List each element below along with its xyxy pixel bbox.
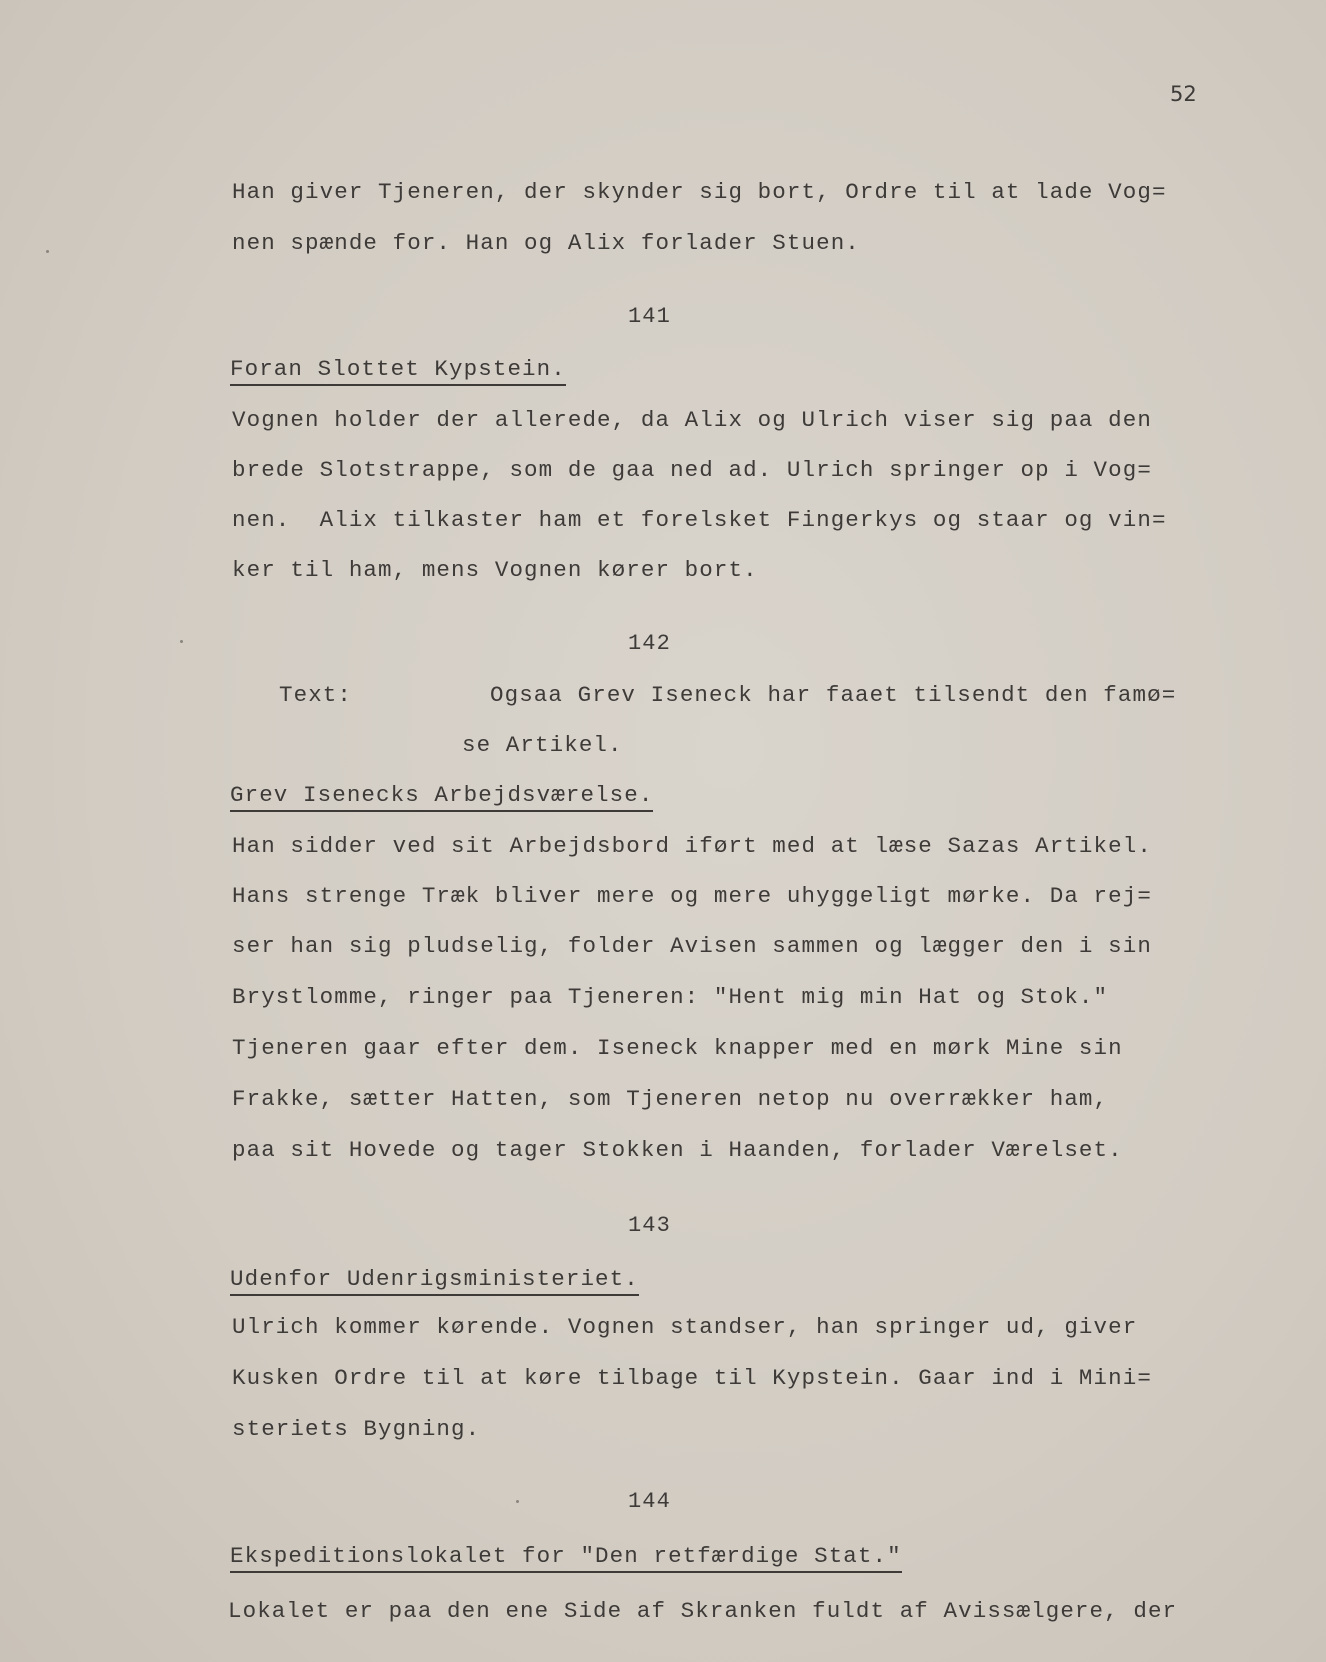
paragraph-line: nen spænde for. Han og Alix forlader Stuen. <box>232 230 860 256</box>
paragraph-line: Frakke, sætter Hatten, som Tjeneren netop nu overrækker ham, <box>232 1086 1109 1112</box>
paragraph-line: Lokalet er paa den ene Side af Skranken fuldt af Avissælgere, der <box>228 1598 1178 1624</box>
page-number: 52 <box>1170 82 1197 106</box>
caption-text: Ogsaa Grev Iseneck har faaet tilsendt den famø= <box>490 682 1177 708</box>
scene-number: 141 <box>628 304 671 329</box>
paragraph-line: ker til ham, mens Vognen kører bort. <box>232 557 758 583</box>
paragraph-line: Brystlomme, ringer paa Tjeneren: "Hent mig min Hat og Stok." <box>232 984 1109 1010</box>
scene-heading: Udenfor Udenrigsministeriet. <box>230 1268 639 1296</box>
paper-speck <box>46 250 49 253</box>
scene-number: 143 <box>628 1213 671 1238</box>
caption-text-continued: se Artikel. <box>462 732 623 758</box>
scene-heading: Grev Isenecks Arbejdsværelse. <box>230 784 653 812</box>
paragraph-line: Han sidder ved sit Arbejdsbord iført med at læse Sazas Artikel. <box>232 833 1152 859</box>
paper-speck <box>516 1500 519 1503</box>
paragraph-line: paa sit Hovede og tager Stokken i Haanden, forlader Værelset. <box>232 1137 1123 1163</box>
paragraph-line: steriets Bygning. <box>232 1416 481 1442</box>
paragraph-line: ser han sig pludselig, folder Avisen sammen og lægger den i sin <box>232 933 1152 959</box>
paragraph-line: brede Slotstrappe, som de gaa ned ad. Ulrich springer op i Vog= <box>232 457 1152 483</box>
scene-number: 142 <box>628 631 671 656</box>
paragraph-line: Vognen holder der allerede, da Alix og Ulrich viser sig paa den <box>232 407 1152 433</box>
paragraph-line: Han giver Tjeneren, der skynder sig bort, Ordre til at lade Vog= <box>232 179 1167 205</box>
scene-number: 144 <box>628 1489 671 1514</box>
paragraph-line: Ulrich kommer kørende. Vognen standser, han springer ud, giver <box>232 1314 1138 1340</box>
scene-heading: Foran Slottet Kypstein. <box>230 358 566 386</box>
paragraph-line: Hans strenge Træk bliver mere og mere uhyggeligt mørke. Da rej= <box>232 883 1152 909</box>
paper-speck <box>180 640 183 643</box>
scene-heading: Ekspeditionslokalet for "Den retfærdige Stat." <box>230 1545 902 1573</box>
paragraph-line: Tjeneren gaar efter dem. Iseneck knapper med en mørk Mine sin <box>232 1035 1123 1061</box>
paragraph-line: Kusken Ordre til at køre tilbage til Kypstein. Gaar ind i Mini= <box>232 1365 1152 1391</box>
paragraph-line: nen. Alix tilkaster ham et forelsket Fingerkys og staar og vin= <box>232 507 1167 533</box>
caption-label: Text: <box>279 682 353 708</box>
